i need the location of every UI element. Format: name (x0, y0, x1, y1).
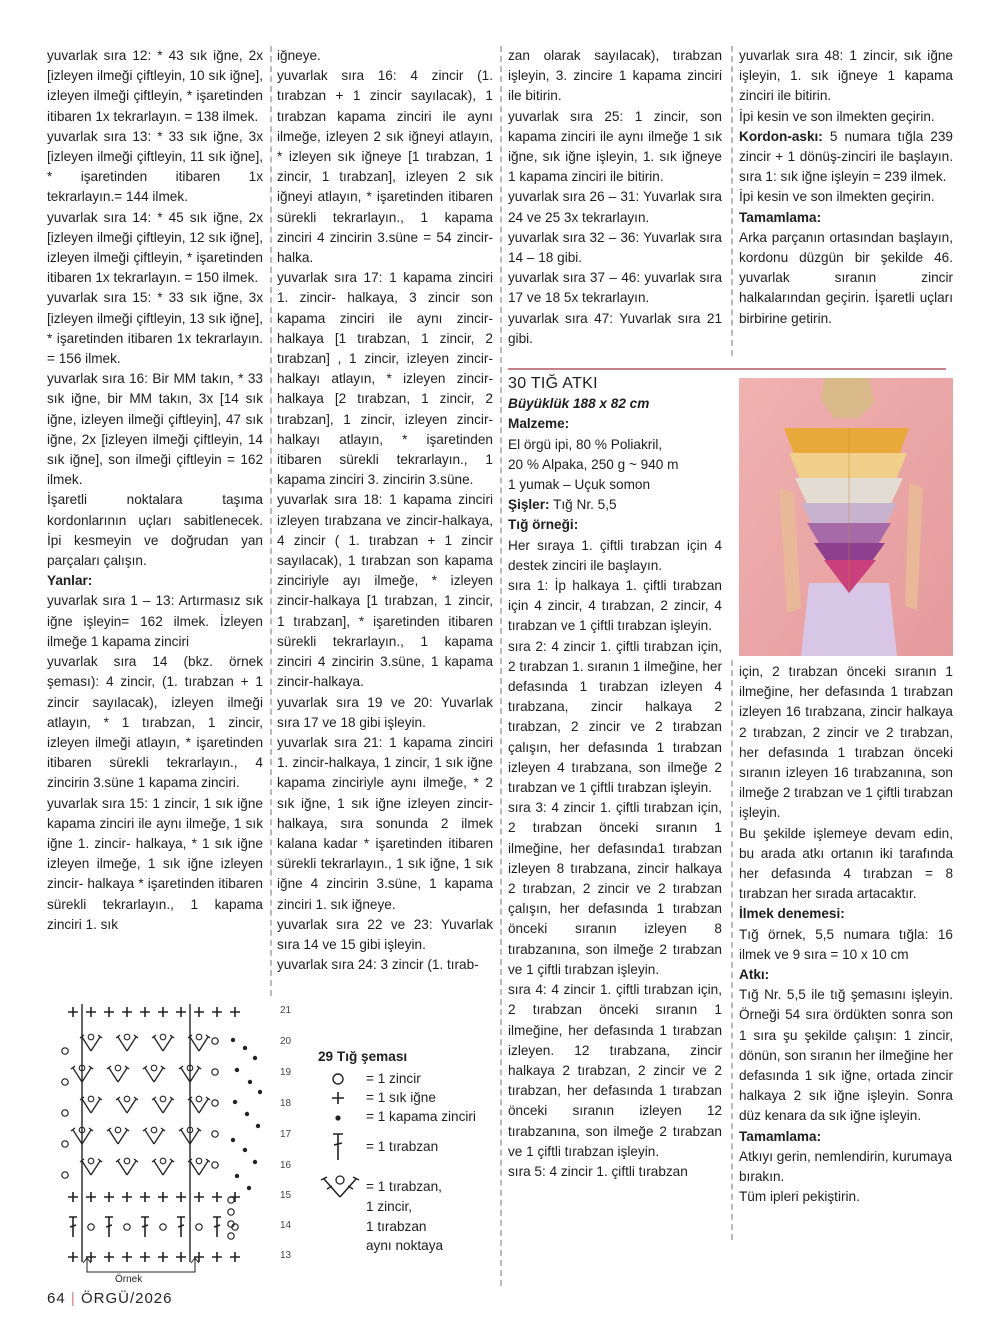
chain-symbol (228, 1209, 234, 1215)
kordon-text: 5 numara tığla 239 zincir + 1 dönüş-zinciri ile başlayın. sıra 1: sık iğne işleyin = 239 ilmek. (739, 128, 953, 185)
paragraph: yuvarlak sıra 1 – 13: Artırmasız sık iğne işleyin= 162 ilmek. İzleyen ilmeğe 1 kapama zinciri (47, 593, 263, 649)
chain-symbol (124, 1158, 130, 1164)
malzeme-heading: Malzeme: (508, 416, 570, 432)
legend-text: = 1 tırabzan (366, 1139, 439, 1154)
column-divider-3 (731, 46, 733, 356)
shell-symbol (143, 1066, 165, 1082)
row-number: 15 (280, 1190, 292, 1201)
paragraph: yuvarlak sıra 19 ve 20: Yuvarlak sıra 17 ve 18 gibi işleyin. (277, 694, 493, 730)
row-number: 18 (280, 1098, 292, 1109)
chain-symbol (62, 1110, 68, 1116)
slip-stitch-symbol (248, 1080, 252, 1084)
malzeme-line: 20 % Alpaka, 250 g ~ 940 m (508, 456, 679, 472)
legend-text: = 1 zincir (366, 1071, 421, 1086)
plus-symbol (122, 1192, 132, 1202)
paragraph: yuvarlak sıra 15: 1 zincir, 1 sık iğne kapama zinciri ile aynı ilmeğe, 1 sık iğne 1. zincir- halkaya, * 1 sık iğne izleyen ilmeğe, 1 sık iğne izleyen zincir- halkaya * işaretinden itibaren sürekli tekrarlayın., 1 kapama zinciri 1. sık (47, 795, 263, 932)
plus-symbol (68, 1007, 78, 1017)
paragraph: yuvarlak sıra 25: 1 zincir, son kapama zinciri ile aynı ilmeğe 1 sık iğne, sık iğne işleyin, 1. sık iğneye 1 kapama zinciri ile bitirin. (508, 108, 722, 185)
section-divider (508, 368, 946, 370)
shell-symbol (188, 1035, 210, 1051)
plus-symbol (212, 1007, 222, 1017)
paragraph: Arka parçanın ortasından başlayın, kordonu düzgün bir şekilde 46. yuvarlak sıranın zincir halkalarından geçirin. İşaretli uçları birbirine getirin. (739, 229, 953, 326)
column-3 (508, 46, 722, 349)
chain-symbol (212, 1100, 218, 1106)
chain-symbol (160, 1096, 166, 1102)
plus-symbol (158, 1007, 168, 1017)
chain-symbol (115, 1065, 121, 1071)
shell-symbol (143, 1128, 165, 1144)
treble-symbol (213, 1217, 221, 1237)
sisler-value: Tığ Nr. 5,5 (549, 497, 617, 513)
paragraph: yuvarlak sıra 37 – 46: yuvarlak sıra 17 ve 18 5x tekrarlayın. (508, 270, 722, 306)
column-4 (739, 46, 953, 329)
paragraph: yuvarlak sıra 32 – 36: Yuvarlak sıra 14 – 18 gibi. (508, 229, 722, 266)
legend-text: = 1 tırabzan, (366, 1179, 442, 1194)
legend-text: = 1 sık iğne (366, 1090, 436, 1105)
legend-title: 29 Tığ şeması (318, 1049, 408, 1064)
shell-symbol (116, 1035, 138, 1051)
chain-symbol (160, 1224, 166, 1230)
legend-text: 1 tırabzan (366, 1219, 427, 1234)
atki-size: Büyüklük 188 x 82 cm (508, 396, 650, 412)
chain-symbol (62, 1048, 68, 1054)
legend-text: aynı noktaya (366, 1238, 444, 1253)
chain-symbol (196, 1034, 202, 1040)
chain-symbol (212, 1038, 218, 1044)
page-number: 64 (47, 1290, 66, 1307)
dot-icon (326, 1107, 356, 1127)
chain-symbol (115, 1127, 121, 1133)
paragraph: yuvarlak sıra 15: * 33 sık iğne, 3x [izleyen ilmeği çiftleyin, 13 sık iğne], * işaretinden itibaren 1x tekrarlayın. = 156 ilmek. (47, 290, 263, 367)
plus-symbol (230, 1252, 240, 1262)
column-4-continued (739, 662, 953, 1207)
malzeme-line: 1 yumak – Uçuk somon (508, 477, 651, 493)
chain-symbol (196, 1158, 202, 1164)
plus-symbol (158, 1192, 168, 1202)
chain-symbol (212, 1069, 218, 1075)
paragraph: Bu şekilde işlemeye devam edin, bu arada atkı ortanın iki tarafında her defasında 4 tırabzan = 8 tırabzan her sırada artacaktır. (739, 825, 953, 902)
plus-symbol (176, 1252, 186, 1262)
shell-symbol (116, 1159, 138, 1175)
shell-symbol (107, 1066, 129, 1082)
plus-symbol (122, 1007, 132, 1017)
paragraph: İşaretli noktalara taşıma kordonlarının uçları sabitlenecek. İpi kesmeyin ve doğrudan yan parçaları çalışın. (47, 492, 263, 569)
treble-symbol (69, 1217, 77, 1237)
chain-symbol (88, 1034, 94, 1040)
chain-symbol (160, 1034, 166, 1040)
slip-stitch-symbol (231, 1038, 235, 1042)
column-2 (277, 46, 493, 975)
plus-symbol (140, 1007, 150, 1017)
slip-stitch-symbol (258, 1090, 262, 1094)
paragraph: Tığ Nr. 5,5 ile tığ şemasını işleyin. Örneği 54 sıra ördükten sonra son 1 sıra şu şekilde çalışın: 1 zincir, dönün, son sıranın her ilmeğine her defasında 1 sık iğne, ortada zincir halkaya 2 sık iğne işleyin. Sonra düz kenara da sık iğne işleyin. (739, 987, 953, 1124)
paragraph: yuvarlak sıra 16: Bir MM takın, * 33 sık iğne, bir MM takın, 3x [14 sık iğne, izleyen ilmeği çiftleyin], 47 sık iğne, 2x [izleyen ilmeği çiftleyin, 14 sık iğne], son ilmeği çiftleyin = 162 ilmek. (47, 371, 263, 488)
section-heading-yanlar: Yanlar: (47, 573, 93, 589)
plus-symbol (212, 1252, 222, 1262)
paragraph: Tüm ipleri pekiştirin. (739, 1189, 860, 1205)
treble-symbol (105, 1217, 113, 1237)
plus-symbol (86, 1007, 96, 1017)
treble-symbol (141, 1217, 149, 1237)
section-heading-atki: Atkı: (739, 967, 770, 983)
row-number: 19 (280, 1067, 292, 1078)
column-divider-2 (500, 46, 502, 1286)
paragraph: sıra 4: 4 zincir 1. çiftli tırabzan için, 2 tırabzan önceki sıranın 1 ilmeğine, her defasında 1 tırabzan izleyen. 12 tırabzana, zincir halkaya 2 tırabzan, 2 zincir ve 2 tırabzan, her defasında 1 tırabzan önceki sıranın izleyen 12 tırabzanına, son ilmeğe 2 tırabzan ve 1 çiftli tırabzan işleyin. (508, 982, 722, 1159)
atki-section (508, 374, 722, 1182)
paragraph: Her sıraya 1. çiftli tırabzan için 4 destek zinciri ile başlayın. (508, 537, 722, 573)
shell-symbol (80, 1097, 102, 1113)
section-heading-tamamlama: Tamamlama: (739, 209, 822, 225)
plus-symbol (176, 1007, 186, 1017)
shell-symbol (80, 1159, 102, 1175)
paragraph: sıra 2: 4 zincir 1. çiftli tırabzan için, 2 tırabzan 1. sıranın 1 ilmeğine, her defasında 1 tırabzan izleyen 4 tırabzana, zincir halkaya 2 tırabzan, 2 zincir ve 2 tırabzan çalışın, her defasında 1 tırabzan izleyen 4 tırabzana, son ilmeğe 2 tırabzan ve 1 çiftli tırabzan işleyin. (508, 638, 722, 796)
plus-symbol (140, 1252, 150, 1262)
paragraph: yuvarlak sıra 14: * 45 sık iğne, 2x [izleyen ilmeği çiftleyin, 12 sık iğne], izleyen ilmeği çiftleyin, * işaretinden itibaren 1x tekrarlayın. = 150 ilmek. (47, 209, 263, 286)
paragraph: yuvarlak sıra 26 – 31: Yuvarlak sıra 24 ve 25 3x tekrarlayın. (508, 189, 722, 225)
paragraph: Tığ örnek, 5,5 numara tığla: 16 ilmek ve 9 sıra = 10 x 10 cm (739, 926, 953, 962)
paragraph: sıra 1: İp halkaya 1. çiftli tırabzan için 4 zincir, 4 tırabzan, 2 zincir, 4 tırabzan ve 1 çiftli tırabzan işleyin. (508, 578, 722, 634)
plus-symbol (122, 1252, 132, 1262)
paragraph: sıra 5: 4 zincir 1. çiftli tırabzan (508, 1163, 688, 1179)
row-number: 14 (280, 1220, 292, 1231)
crochet-chart (55, 1000, 310, 1285)
chain-symbol (151, 1127, 157, 1133)
kordon-label: Kordon-askı: (739, 128, 823, 144)
chain-symbol (124, 1224, 130, 1230)
plus-symbol (230, 1007, 240, 1017)
shell-symbol (116, 1097, 138, 1113)
chain-symbol (212, 1162, 218, 1168)
chain-symbol (124, 1096, 130, 1102)
shawl-photo (739, 378, 953, 656)
plus-symbol (68, 1252, 78, 1262)
legend-text: 1 zincir, (366, 1199, 413, 1214)
shell-symbol (152, 1097, 174, 1113)
chain-symbol (196, 1096, 202, 1102)
footer-separator: | (70, 1290, 76, 1307)
row-number: 17 (280, 1129, 292, 1140)
row-number: 20 (280, 1036, 292, 1047)
paragraph: için, 2 tırabzan önceki sıranın 1 ilmeğine, her defasında 1 tırabzan izleyen 16 tırabzana, zincir halkaya 2 tırabzan, 2 zincir ve 2 tırabzan, her defasında 1 tırabzan önceki sıranın izleyen 16 tırabzanına, son ilmeğe 2 tırabzan ve 1 çiftli tırabzan işleyin. (739, 664, 953, 821)
ornek-label: Örnek (115, 1274, 143, 1285)
kordon-paragraph (739, 127, 953, 188)
chain-symbol (228, 1233, 234, 1239)
slip-stitch-symbol (253, 1160, 257, 1164)
slip-stitch-symbol (245, 1112, 249, 1116)
paragraph: yuvarlak sıra 18: 1 kapama zinciri izleyen tırabzana ve zincir-halkaya, 4 zincir ( 1. tırabzan + 1 zincir sayılacak), 1 tırabzan son kapama zinciriyle ayı ilmeğe, * izleyen zincir-halkaya [1 tırabzan, 1 zincir, 1 tırabzan], * işaretinden itibaren sürekli tekrarlayın., 1 kapama zinciri 4 zincirin 3.süne, 1 kapama zincir-halkaya. (277, 492, 493, 690)
slip-stitch-symbol (243, 1046, 247, 1050)
paragraph: yuvarlak sıra 47: Yuvarlak sıra 21 gibi. (508, 310, 722, 346)
plus-symbol (158, 1252, 168, 1262)
chain-symbol (124, 1034, 130, 1040)
column-divider-1 (270, 46, 272, 996)
plus-symbol (140, 1192, 150, 1202)
paragraph: İpi kesin ve son ilmekten geçirin. (739, 189, 935, 205)
shell-symbol (152, 1035, 174, 1051)
shell-symbol (188, 1097, 210, 1113)
slip-stitch-symbol (247, 1186, 251, 1190)
slip-stitch-symbol (233, 1100, 237, 1104)
plus-symbol (194, 1192, 204, 1202)
plus-symbol (86, 1192, 96, 1202)
chain-symbol (160, 1158, 166, 1164)
column-divider-4 (731, 660, 733, 1240)
chain-symbol (212, 1131, 218, 1137)
plus-icon (326, 1088, 356, 1108)
paragraph: yuvarlak sıra 21: 1 kapama zinciri 1. zincir-halkaya, 1 zincir, 1 sık iğne kapama zinciriyle aynı ilmeğe, * 2 sık iğne, 1 sık iğne izleyen zincir-halkaya, sıra sonunda 2 ilmek kalana kadar * işaretinden itibaren sürekli tekrarlayın., 1 sık iğne, 1 sık iğne 4 zincirin 3.süne, 1 kapama zinciri 1. sık iğneye. (277, 734, 493, 912)
paragraph: yuvarlak sıra 14 (bkz. örnek şeması): 4 zincir, (1. tırabzan + 1 zincir sayılacak), izleyen ilmeği atlayın, * 1 tırabzan, 1 zincir, izleyen ilmeği atlayın, * işaretinden itibaren sürekli tekrarlayın., 4 zincirin 3.süne 1 kapama zinciri. (47, 654, 263, 791)
paragraph: zan olarak sayılacak), tırabzan işleyin, 3. zincire 1 kapama zinciri ile bitirin. (508, 48, 722, 104)
paragraph: yuvarlak sıra 12: * 43 sık iğne, 2x [izleyen ilmeği çiftleyin, 10 sık iğne], izleyen ilmeği çiftleyin, * işaretinden itibaren 1x tekrarlayın. = 138 ilmek. (47, 48, 263, 124)
plus-symbol (194, 1007, 204, 1017)
plus-symbol (104, 1252, 114, 1262)
paragraph: yuvarlak sıra 22 ve 23: Yuvarlak sıra 14 ve 15 gibi işleyin. (277, 916, 493, 952)
slip-stitch-symbol (231, 1138, 235, 1142)
legend-text: = 1 kapama zinciri (366, 1109, 476, 1124)
chain-symbol (151, 1065, 157, 1071)
plus-symbol (104, 1192, 114, 1202)
paragraph: yuvarlak sıra 16: 4 zincir (1. tırabzan + 1 zincir sayılacak), 1 tırabzan kapama zinciri ile aynı ilmeğe, izleyen 2 sık iğneyi atlayın, * izleyen sık iğneye [1 tırabzan, 1 zincir, 1 tırabzan], izleyen 2 sık iğneyi atlayın, * işaretinden itibaren sürekli tekrarlayın., 1 kapama zinciri 4 zincirin 3.süne = 54 zincir- halka. (277, 68, 493, 266)
chain-symbol (88, 1224, 94, 1230)
atki-title: 30 TIĞ ATKI (508, 375, 598, 392)
sisler-line (508, 495, 722, 515)
tig-ornegi-heading: Tığ örneği: (508, 517, 579, 533)
chain-symbol (88, 1096, 94, 1102)
row-number: 16 (280, 1160, 292, 1171)
paragraph: İpi kesin ve son ilmekten geçirin. (739, 108, 935, 124)
column-1 (47, 46, 263, 935)
chain-symbol (62, 1079, 68, 1085)
page-footer (47, 1290, 172, 1307)
sisler-label: Şişler: (508, 497, 550, 513)
chain-symbol (196, 1224, 202, 1230)
chain-symbol (62, 1172, 68, 1178)
treble-symbol (177, 1217, 185, 1237)
slip-stitch-symbol (235, 1068, 239, 1072)
magazine-name: ÖRGÜ/2026 (80, 1290, 173, 1307)
paragraph: yuvarlak sıra 17: 1 kapama zinciri 1. zincir- halkaya, 3 zincir son kapama zinciri ile aynı zincir-halkaya [1 tırabzan, 1 zincir, 2 tırabzan] , 1 zincir, izleyen zincir-halkayı atlayın, * izleyen zincir- halkaya [2 tırabzan, 1 zincir, 2 tırabzan], 1 zincir, izleyen zincir-halkayı atlayın, * işaretinden itibaren sürekli tekrarlayın., 1 kapama zinciri 3. zincirin 3.süne. (277, 270, 493, 488)
plus-symbol (212, 1192, 222, 1202)
treble-icon (326, 1131, 356, 1163)
chain-symbol (62, 1141, 68, 1147)
shell-symbol (188, 1159, 210, 1175)
section-heading-tamamlama: Tamamlama: (739, 1128, 822, 1144)
slip-stitch-symbol (253, 1056, 257, 1060)
shell-icon (318, 1171, 362, 1201)
paragraph: iğneye. (277, 48, 321, 63)
section-heading-ilmek-denemesi: İlmek denemesi: (739, 906, 845, 922)
plus-symbol (176, 1192, 186, 1202)
shell-symbol (107, 1128, 129, 1144)
paragraph: yuvarlak sıra 13: * 33 sık iğne, 3x [izleyen ilmeği çiftleyin, 11 sık iğne], * işaretinden itibaren 1x tekrarlayın.= 144 ilmek. (47, 128, 263, 205)
plus-symbol (68, 1192, 78, 1202)
malzeme-line: El örgü ipi, 80 % Poliakril, (508, 436, 663, 452)
plus-symbol (104, 1007, 114, 1017)
slip-stitch-symbol (256, 1124, 260, 1128)
row-number: 13 (280, 1250, 292, 1261)
slip-stitch-symbol (243, 1148, 247, 1152)
row-number: 21 (280, 1005, 292, 1016)
paragraph: yuvarlak sıra 48: 1 zincir, sık iğne işleyin, 1. sık iğneye 1 kapama zinciri ile bitirin. (739, 48, 953, 104)
circle-icon (326, 1069, 356, 1089)
slip-stitch-symbol (235, 1174, 239, 1178)
paragraph: sıra 3: 4 zincir 1. çiftli tırabzan için, 2 tırabzan önceki sıranın 1 ilmeğine, her defasında1 tırabzan izleyen 8 tırabzana, zincir halkaya 2 tırabzan, 2 zincir ve 2 tırabzan çalışın, her defasında 1 tırabzan önceki sıranın izleyen 8 tırabzanına, son ilmeğe 2 tırabzan ve 1 çiftli tırabzan işleyin. (508, 800, 722, 977)
chain-symbol (88, 1158, 94, 1164)
paragraph: Atkıyı gerin, nemlendirin, kurumaya bırakın. (739, 1148, 953, 1185)
shell-symbol (152, 1159, 174, 1175)
shell-symbol (80, 1035, 102, 1051)
paragraph: yuvarlak sıra 24: 3 zincir (1. tırab- (277, 957, 479, 973)
